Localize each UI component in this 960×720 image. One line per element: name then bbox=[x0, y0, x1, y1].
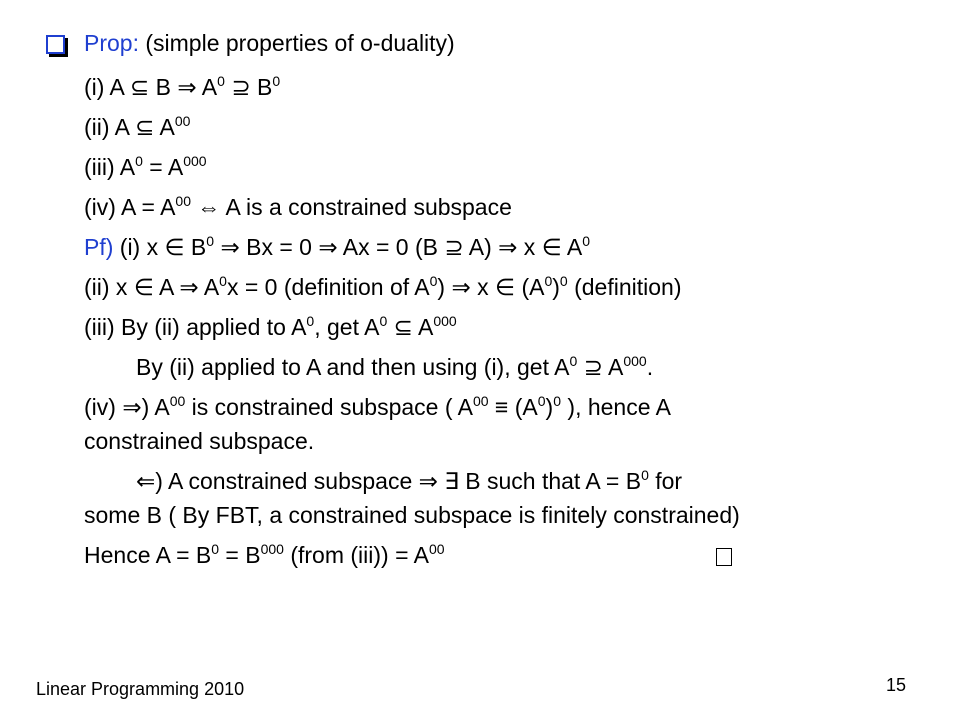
superscript: 0 bbox=[537, 393, 546, 409]
superscript: 0 bbox=[217, 73, 225, 89]
superscript: 00 bbox=[175, 193, 191, 209]
proof-text: By (ii) applied to A and then using (i), get A bbox=[136, 354, 570, 380]
superscript: 0 bbox=[211, 541, 220, 557]
prop-title: (simple properties of o-duality) bbox=[138, 30, 455, 56]
proof-part-iii-cont bbox=[136, 353, 653, 381]
superscript: 000 bbox=[433, 313, 457, 329]
property-i-text: ⊇ B bbox=[224, 74, 273, 100]
proof-text: (ii) x ∈ A ⇒ A bbox=[84, 274, 220, 300]
proof-text: ⊇ A bbox=[577, 354, 624, 380]
proof-text: = B bbox=[219, 542, 261, 568]
superscript: 0 bbox=[569, 353, 578, 369]
prop-label: Prop: bbox=[84, 30, 139, 56]
property-i bbox=[84, 73, 280, 101]
superscript: 0 bbox=[135, 153, 143, 169]
checkbox-bullet-icon bbox=[46, 35, 65, 54]
property-iii-text: = A bbox=[142, 154, 184, 180]
property-iii bbox=[84, 153, 207, 181]
proof-text: is constrained subspace ( A bbox=[185, 394, 473, 420]
superscript: 000 bbox=[623, 353, 647, 369]
proof-text: (from (iii)) = A bbox=[283, 542, 429, 568]
proof-text: ), hence A bbox=[561, 394, 671, 420]
proof-text: x = 0 (definition of A bbox=[226, 274, 430, 300]
superscript: 00 bbox=[169, 393, 186, 409]
prop-heading bbox=[84, 29, 455, 57]
proof-text: ⇒ Bx = 0 ⇒ Ax = 0 (B ⊇ A) ⇒ x ∈ A bbox=[214, 234, 583, 260]
proof-text: ) bbox=[545, 394, 554, 420]
proof-text: ⇐) A constrained subspace ⇒ ∃ B such that A = B bbox=[136, 468, 642, 494]
proof-text: (i) x ∈ B bbox=[113, 234, 207, 260]
proof-text: ≡ (A bbox=[488, 394, 538, 420]
superscript: 0 bbox=[641, 467, 649, 483]
property-iii-text: (iii) A bbox=[84, 154, 136, 180]
property-ii-text: (ii) A ⊆ A bbox=[84, 114, 175, 140]
superscript: 000 bbox=[183, 153, 207, 169]
proof-text: . bbox=[646, 354, 654, 380]
proof-part-iv-converse bbox=[136, 467, 682, 495]
superscript: 0 bbox=[306, 313, 315, 329]
property-iv bbox=[84, 193, 512, 221]
proof-part-iv-cont bbox=[84, 427, 314, 455]
proof-text: constrained subspace. bbox=[84, 428, 315, 454]
proof-part-ii bbox=[84, 273, 682, 301]
qed-box-icon bbox=[716, 548, 732, 566]
property-iv-text: (iv) A = A bbox=[84, 194, 176, 220]
proof-text: (definition) bbox=[567, 274, 682, 300]
property-iv-text: ⇔ A is a constrained subspace bbox=[190, 194, 512, 220]
proof-part-iv bbox=[84, 393, 671, 421]
superscript: 0 bbox=[272, 73, 281, 89]
superscript: 00 bbox=[428, 541, 445, 557]
proof-conclusion bbox=[84, 541, 445, 569]
proof-part-i bbox=[84, 233, 590, 261]
superscript: 0 bbox=[553, 393, 562, 409]
property-ii bbox=[84, 113, 190, 141]
superscript: 0 bbox=[206, 233, 215, 249]
proof-label: Pf) bbox=[84, 234, 114, 260]
superscript: 00 bbox=[174, 113, 191, 129]
proof-part-iv-converse-cont bbox=[84, 501, 740, 529]
proof-text: ⊆ A bbox=[387, 314, 434, 340]
proof-text: , get A bbox=[314, 314, 380, 340]
superscript: 0 bbox=[559, 273, 568, 289]
proof-text: Hence A = B bbox=[84, 542, 212, 568]
footer-course-title: Linear Programming 2010 bbox=[36, 679, 245, 699]
proof-text: (iii) By (ii) applied to A bbox=[84, 314, 307, 340]
superscript: 0 bbox=[544, 273, 553, 289]
superscript: 00 bbox=[472, 393, 489, 409]
proof-text: ) ⇒ x ∈ (A bbox=[437, 274, 545, 300]
superscript: 0 bbox=[429, 273, 438, 289]
superscript: 000 bbox=[260, 541, 284, 557]
property-i-text: (i) A ⊆ B ⇒ A bbox=[84, 74, 218, 100]
proof-part-iii bbox=[84, 313, 457, 341]
superscript: 0 bbox=[379, 313, 388, 329]
superscript: 0 bbox=[582, 233, 590, 249]
proof-text: ) bbox=[552, 274, 560, 300]
page-number: 15 bbox=[886, 675, 907, 695]
superscript: 0 bbox=[219, 273, 227, 289]
proof-text: for bbox=[648, 468, 683, 494]
proof-text: (iv) ⇒) A bbox=[84, 394, 170, 420]
proof-text: some B ( By FBT, a constrained subspace is finitely constrained) bbox=[84, 502, 740, 528]
